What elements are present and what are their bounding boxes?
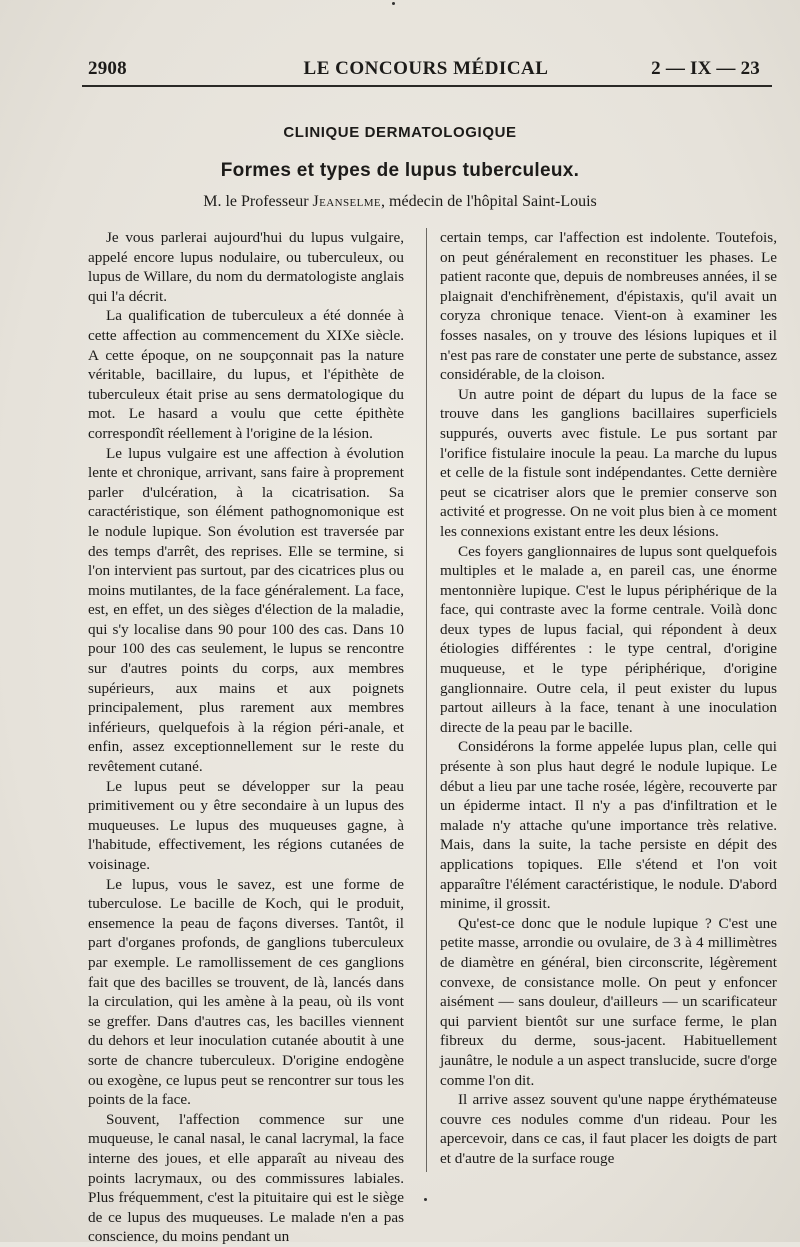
running-header bbox=[86, 58, 766, 84]
paragraph: Il arrive assez souvent qu'une nappe érythémateuse couvre ces nodules comme d'un rideau. Pour les apercevoir, dans ce cas, il faut placer les doigts de part et d'autre de la surface rouge bbox=[440, 1091, 777, 1167]
issue-date: 2 — IX — 23 bbox=[651, 58, 760, 79]
paragraph: La qualification de tuberculeux a été donnée à cette affection au commencement du XIXe siècle. A cette époque, on ne soupçonnait pas la nature véritable, bacillaire, du lupus, et l'épithète de tuberculeux était prise au sens dermatologique du mot. Le hasard a voulu que cette épithète correspondît réellement à l'origine de la lésion. bbox=[88, 307, 404, 442]
paragraph: Un autre point de départ du lupus de la face se trouve dans les ganglions bacillaires superficiels suppurés, ouverts avec fistule. Le pus sortant par l'orifice fistulaire inocule la peau. La marche du lupus et celle de la fistule sont indépendantes. Cette dernière peut se cicatriser alors que le premier conserve son activité et progresse. On ne voit plus bien à ce moment les connexions existant entre les deux lésions. bbox=[440, 385, 777, 540]
print-speck bbox=[424, 1198, 427, 1201]
paragraph: Qu'est-ce donc que le nodule lupique ? C'est une petite masse, arrondie ou ovulaire, de 3 à 4 millimètres de diamètre en général, bien circonscrite, légèrement convexe, de consistance molle. On peut y enfoncer aisément — sans douleur, d'ailleurs — un scarificateur qui parvient bientôt sur une surface ferme, le plan fibreux du derme, sous-jacent. Habituellement jaunâtre, le nodule a un aspect translucide, sucre d'orge comme l'on dit. bbox=[440, 914, 777, 1089]
paragraph: Souvent, l'affection commence sur une muqueuse, le canal nasal, le canal lacrymal, la face interne des joues, et elle apparaît au niveau des points lacrymaux, ou des commissures labiales. Plus fréquemment, c'est la pituitaire qui est le siège de ce lupus des muqueuses. Le malade n'en a pas conscience, du moins pendant un bbox=[88, 1110, 404, 1246]
left-column bbox=[88, 228, 404, 1247]
article-title: Formes et types de lupus tuberculeux. bbox=[220, 160, 580, 181]
byline-prefix: M. le Professeur bbox=[203, 193, 309, 210]
paragraph: Le lupus, vous le savez, est une forme de tuberculose. Le bacille de Koch, qui le produit, ensemence la peau de façons diverses. Tantôt, il part d'organes profonds, de ganglions tuberculeux par exemple. Le ramollissement de ces ganglions fait que des bacilles se trouvent, de là, lancés dans la circulation, qui les amène à la peau, où ils vont se greffer. Dans d'autres cas, les bacilles viennent du dehors et leur inoculation cutanée aboutit à une sorte de chancre tuberculeux. D'origine endogène ou exogène, ce lupus peut se rencontrer sur tous les points de la face. bbox=[88, 875, 404, 1109]
paragraph: Le lupus vulgaire est une affection à évolution lente et chronique, arrivant, sans faire à proprement parler d'ulcération, à la cicatrisation. Sa caractéristique, son élément pathognomonique est le nodule lupique. Son évolution est traversée par des temps d'arrêt, des reprises. Elle se termine, si l'on intervient pas surtout, par des cicatrices plus ou moins mutilantes, de la face généralement. La face, est, en effet, un des sièges d'élection de la maladie, qui s'y localise dans 90 pour 100 des cas. Dans 10 pour 100 des cas seulement, le lupus se rencontre sur d'autres points du corps, aux membres supérieurs, aux mains et aux poignets principalement, plus rarement aux membres inférieurs, quelquefois à la région péri-anale, et enfin, assez exceptionnellement sur le reste du revêtement cutané. bbox=[88, 444, 404, 776]
paragraph: Je vous parlerai aujourd'hui du lupus vulgaire, appelé encore lupus nodulaire, ou tuberculeux, ou lupus de Willare, du nom du dermatologiste anglais qui l'a décrit. bbox=[88, 229, 404, 305]
print-speck bbox=[392, 2, 395, 5]
paragraph: Considérons la forme appelée lupus plan, celle qui présente à son plus haut degré le nodule lupique. Le début a lieu par une tache rosée, légère, recouverte par un épiderme intact. Il n'y a pas d'infiltration et le malade n'y attache qu'une importance très relative. Mais, dans la suite, la tache persiste en dépit des applications topiques. Elle s'étend et l'on voit apparaître l'élément caractéristique, le nodule. D'abord minime, il grossit. bbox=[440, 738, 777, 913]
header-rule bbox=[82, 85, 772, 87]
page-number: 2908 bbox=[88, 58, 127, 79]
author-name: Jeanselme bbox=[312, 193, 382, 210]
column-divider bbox=[426, 228, 427, 1172]
author-affiliation: médecin de l'hôpital Saint-Louis bbox=[389, 193, 597, 210]
paragraph: Le lupus peut se développer sur la peau primitivement ou y être secondaire à un lupus des muqueuses. Le lupus des muqueuses gagne, à l'habitude, effectivement, les régions cutanées de voisinage. bbox=[88, 777, 404, 873]
byline-comma: , bbox=[381, 193, 390, 210]
paragraph: Ces foyers ganglionnaires de lupus sont quelquefois multiples et le malade a, en pareil cas, une énorme mentonnière lupique. C'est le lupus périphérique de la face, qui contraste avec la forme centrale. Voilà donc deux types de lupus facial, qui répondent à deux étiologies différentes : le type central, d'origine muqueuse, et le type périphérique, d'origine ganglionnaire. Outre cela, il peut exister du lupus partout ailleurs à la face, tenant à une inoculation directe de la peau par le bacille. bbox=[440, 542, 777, 736]
right-column bbox=[440, 228, 777, 1169]
journal-title: LE CONCOURS MÉDICAL bbox=[303, 58, 549, 79]
byline bbox=[0, 193, 800, 211]
paragraph: certain temps, car l'affection est indolente. Toutefois, on peut généralement en reconstituer les phases. Le patient raconte que, depuis de nombreuses années, il se plaignait d'enchifrènement, d'épistaxis, qu'il avait un coryza chronique tenace. Vient-on à examiner les fosses nasales, on y trouve des lésions lupiques et il n'est pas rare de constater une perte de substance, assez considérable, de la cloison. bbox=[440, 229, 777, 384]
section-title: CLINIQUE DERMATOLOGIQUE bbox=[283, 124, 517, 141]
